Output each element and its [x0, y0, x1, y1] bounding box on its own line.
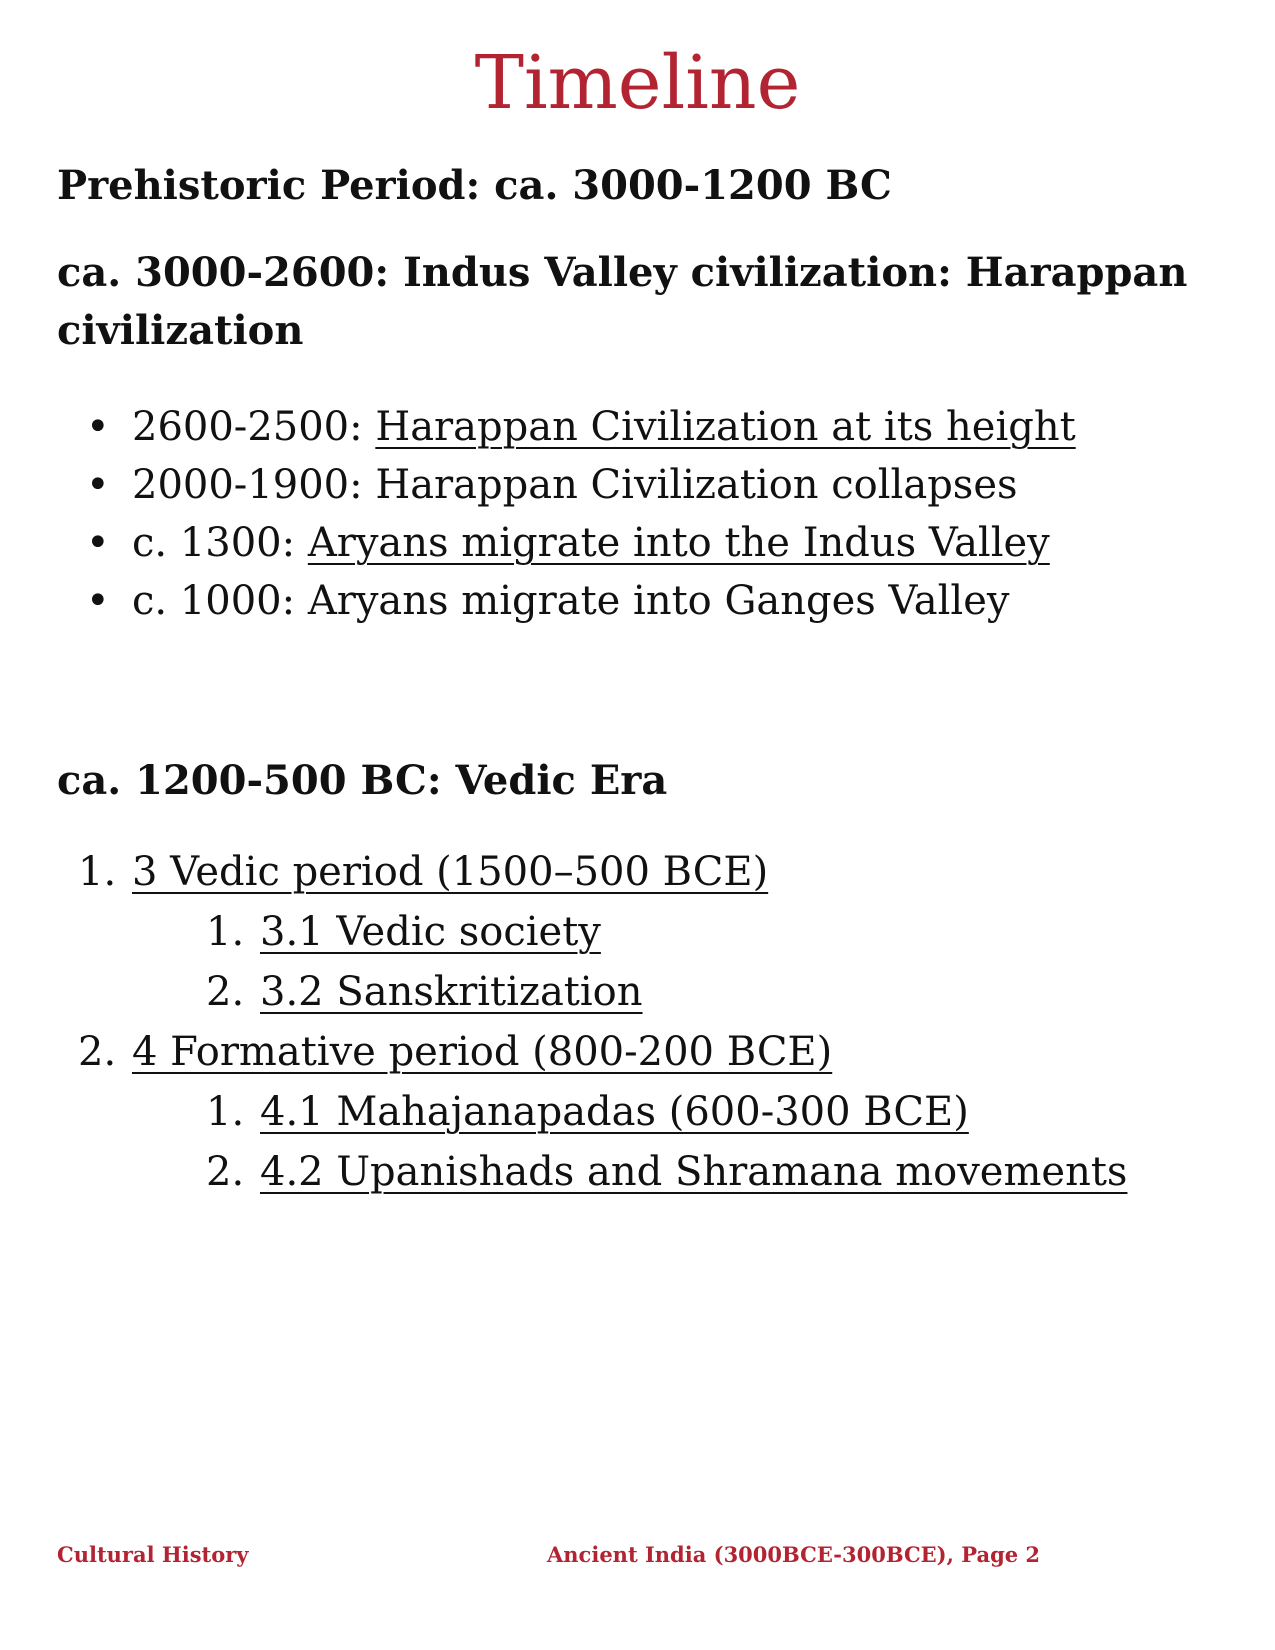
bullet-text: Aryans migrate into Ganges Valley: [307, 578, 1010, 624]
outline-subitem: [206, 1142, 1218, 1202]
list-item: [80, 456, 1200, 514]
footer-right: Ancient India (3000BCE-300BCE), Page 2: [547, 1542, 1041, 1567]
heading-vedic-era: ca. 1200-500 BC: Vedic Era: [57, 757, 668, 804]
bullet-icon: •: [86, 462, 110, 508]
bullet-date: 2000-1900:: [132, 462, 376, 508]
outline-subitem: [206, 1082, 1218, 1142]
outline-sublist: [132, 1082, 1218, 1202]
bullet-icon: •: [86, 578, 110, 624]
bullet-date: c. 1300:: [132, 520, 308, 566]
bullet-text: Harappan Civilization collapses: [375, 462, 1018, 508]
outline-number: 1.: [206, 1089, 245, 1135]
outline-item: [78, 1022, 1218, 1202]
outline-number: 2.: [206, 969, 245, 1015]
link-mahajanapadas[interactable]: 4.1 Mahajanapadas (600-300 BCE): [260, 1089, 969, 1135]
outline-sublist: [132, 902, 1218, 1022]
bullet-icon: •: [86, 520, 110, 566]
outline-subitem: [206, 902, 1218, 962]
list-item: [80, 514, 1200, 572]
heading-prehistoric-period: Prehistoric Period: ca. 3000-1200 BC: [57, 162, 892, 209]
outline-number: 2.: [78, 1029, 117, 1075]
outline-subitem: [206, 962, 1218, 1022]
bullet-icon: •: [86, 404, 110, 450]
outline-number: 2.: [206, 1149, 245, 1195]
link-formative-period[interactable]: 4 Formative period (800-200 BCE): [132, 1029, 833, 1075]
link-vedic-society[interactable]: 3.1 Vedic society: [260, 909, 601, 955]
list-item: [80, 572, 1200, 630]
outline-item: [78, 842, 1218, 1022]
timeline-bullet-list: [80, 398, 1200, 630]
link-sanskritization[interactable]: 3.2 Sanskritization: [260, 969, 643, 1015]
bullet-date: 2600-2500:: [132, 404, 376, 450]
outline-number: 1.: [206, 909, 245, 955]
link-vedic-period[interactable]: 3 Vedic period (1500–500 BCE): [132, 849, 769, 895]
footer-left: Cultural History: [57, 1542, 249, 1567]
page-title: Timeline: [474, 40, 801, 126]
outline-number: 1.: [78, 849, 117, 895]
bullet-date: c. 1000:: [132, 578, 308, 624]
vedic-outline-list: [78, 842, 1218, 1202]
heading-indus-valley: ca. 3000-2600: Indus Valley civilization: Harappan civilization: [57, 249, 1188, 354]
link-harappan-height[interactable]: Harappan Civilization at its height: [375, 404, 1076, 450]
link-upanishads-shramana[interactable]: 4.2 Upanishads and Shramana movements: [260, 1149, 1128, 1195]
link-aryans-indus[interactable]: Aryans migrate into the Indus Valley: [307, 520, 1050, 566]
list-item: [80, 398, 1200, 456]
